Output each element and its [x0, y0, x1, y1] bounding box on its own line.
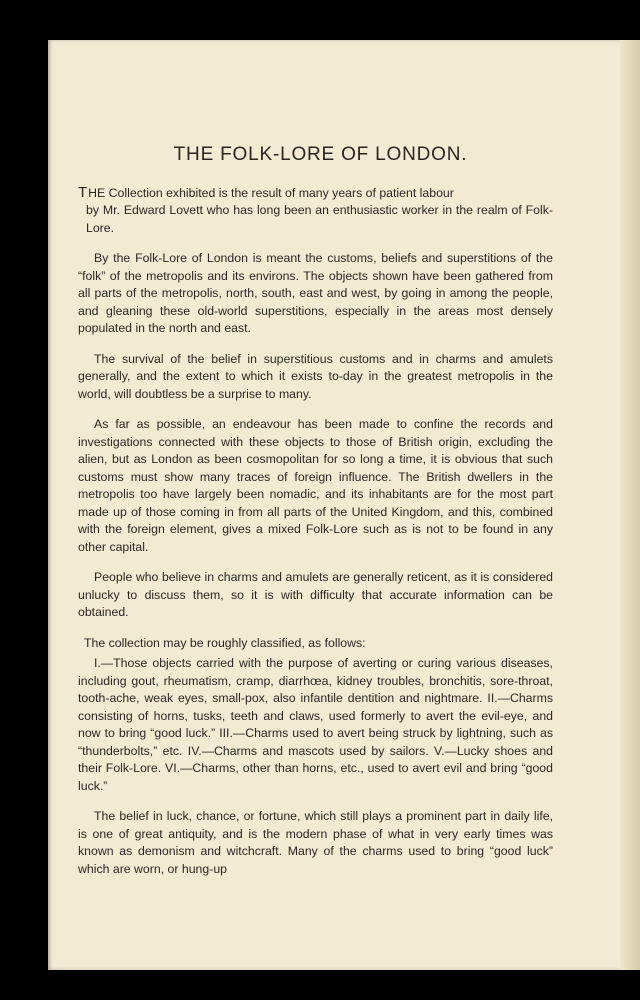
paragraph-survival: The survival of the belief in superstitious customs and in charms and amulets generally, and the extent to which it exists to-day in the greatest metropolis in the world, will doubtless be a surprise to many. — [78, 351, 553, 401]
intro-rest: by Mr. Edward Lovett who has long been an enthusiastic worker in the realm of Folk-Lore. — [86, 203, 553, 235]
intro-first-line: HE Collection exhibited is the result of many years of patient labour — [88, 185, 454, 200]
intro-dropcap: T — [78, 183, 88, 201]
paragraph-origin: As far as possible, an endeavour has been made to confine the records and investigations connected with these objects to those of British origin, excluding the alien, but as London as been cosmopolitan for so long a time, it is obvious that such customs must show many traces of foreign influence. The British dwellers in the metropolis too have largely been nomadic, and its inhabitants are for the most part made up of those coming in from all parts of the United Kingdom, and this, combined with the foreign element, gives a mixed Folk-Lore such as is not to be found in any other capital. — [78, 417, 553, 554]
page-title: THE FOLK-LORE OF LONDON. — [173, 144, 468, 165]
paragraph-definition: By the Folk-Lore of London is meant the customs, beliefs and superstitions of the “folk” of the metropolis and its environs. The objects shown have been gathered from all parts of the metropolis, north, south, east and west, by going in among the people, and gleaning these old-world superstitions, especially in the areas most densely populated in the north and east. — [78, 251, 553, 335]
page-edge — [620, 40, 640, 970]
paragraph-classes: I.—Those objects carried with the purpose of averting or curing various diseases, including gout, rheumatism, cramp, diarrhœa, kidney troubles, bronchitis, sore-throat, tooth-ache, weak eyes, small-pox, also infantile dentition and nightmare. II.—Charms consisting of horns, tusks, teeth and claws, used formerly to avert the evil-eye, and now to bring “good luck.” III.—Charms used to avert being struck by lightning, such as “thunderbolts,” etc. IV.—Charms and mascots used by sailors. V.—Lucky shoes and their Folk-Lore. VI.—Charms, other than horns, etc., used to avert evil and bring “good luck.” — [78, 656, 553, 793]
paragraph-luck: The belief in luck, chance, or fortune, which still plays a prominent part in daily life, is one of great antiquity, and is the modern phase of what in very early times was known as demonism and witchcraft. Many of the charms used to bring “good luck” which are worn, or hung-up — [78, 809, 553, 876]
paragraph-intro — [78, 184, 553, 238]
document-body — [78, 146, 553, 878]
paragraph-classified-lead: The collection may be roughly classified, as follows: — [84, 635, 366, 650]
paragraph-reticent: People who believe in charms and amulets are generally reticent, as it is considered unlucky to discuss them, so it is with difficulty that accurate information can be obtained. — [78, 570, 553, 619]
